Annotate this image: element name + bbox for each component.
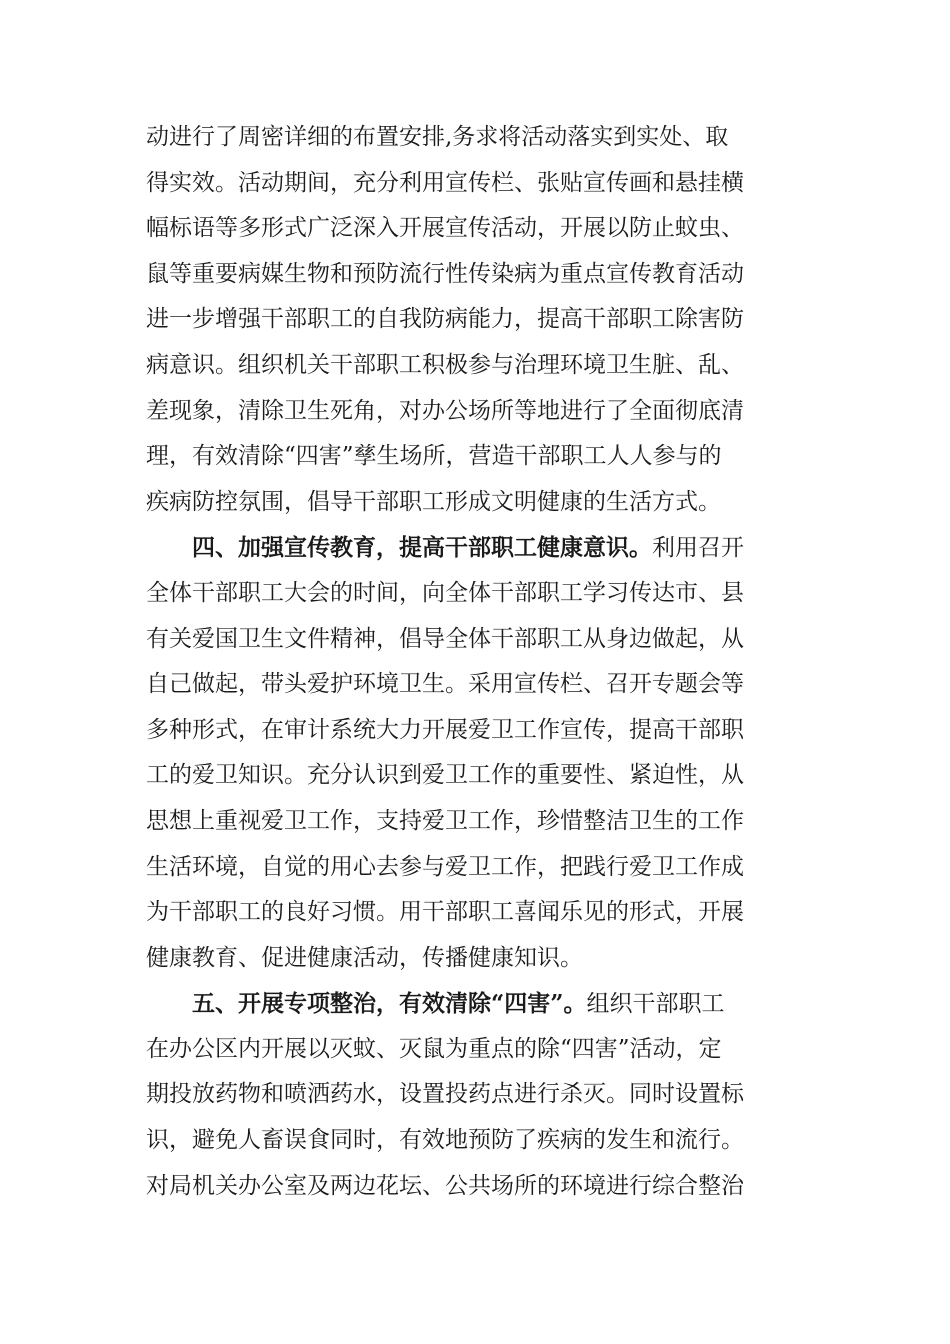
paragraph-section-four	[146, 525, 810, 981]
section-heading: 五、开展专项整治，有效清除“四害”。	[192, 990, 587, 1018]
text-line: 差现象，清除卫生死角，对办公场所等地进行了全面彻底清	[146, 397, 744, 424]
text-line: 进一步增强干部职工的自我防病能力，提高干部职工除害防	[146, 306, 744, 333]
text-line: 思想上重视爱卫工作，支持爱卫工作，珍惜整洁卫生的工作	[146, 807, 744, 834]
text-line: 得实效。活动期间，充分利用宣传栏、张贴宣传画和悬挂横	[146, 169, 744, 196]
text-line: 有关爱国卫生文件精神，倡导全体干部职工从身边做起，从	[146, 625, 744, 652]
text-line: 多种形式，在审计系统大力开展爱卫工作宣传，提高干部职	[146, 716, 744, 743]
text-line: 为干部职工的良好习惯。用干部职工喜闻乐见的形式，开展	[146, 899, 744, 926]
document-page	[146, 115, 810, 1209]
section-first-line-text: 组织干部职工	[586, 991, 725, 1018]
section-four-first-line	[146, 525, 810, 571]
text-line: 对局机关办公室及两边花坛、公共场所的环境进行综合整治	[146, 1172, 744, 1199]
paragraph-section-five	[146, 981, 810, 1209]
section-five-first-line	[146, 981, 810, 1027]
text-line: 病意识。组织机关干部职工积极参与治理环境卫生脏、乱、	[146, 351, 744, 378]
text-line: 在办公区内开展以灭蚊、灭鼠为重点的除“四害”活动，定	[146, 1035, 722, 1062]
text-line: 期投放药物和喷洒药水，设置投药点进行杀灭。同时设置标	[146, 1081, 744, 1108]
text-line: 全体干部职工大会的时间，向全体干部职工学习传达市、县	[146, 579, 744, 606]
text-line: 健康教育、促进健康活动，传播健康知识。	[146, 944, 583, 971]
section-first-line-text: 利用召开	[652, 535, 744, 562]
text-line: 理，有效清除“四害”孳生场所，营造干部职工人人参与的	[146, 443, 722, 470]
text-line: 自己做起，带头爱护环境卫生。采用宣传栏、召开专题会等	[146, 671, 744, 698]
text-line: 识，避免人畜误食同时，有效地预防了疾病的发生和流行。	[146, 1127, 744, 1154]
text-line: 工的爱卫知识。充分认识到爱卫工作的重要性、紧迫性，从	[146, 762, 744, 789]
section-heading: 四、加强宣传教育，提高干部职工健康意识。	[192, 534, 652, 562]
text-line: 动进行了周密详细的布置安排,务求将活动落实到实处、取	[146, 124, 729, 150]
text-line: 幅标语等多形式广泛深入开展宣传活动，开展以防止蚊虫、	[146, 215, 744, 242]
text-line: 疾病防控氛围，倡导干部职工形成文明健康的生活方式。	[146, 488, 721, 515]
text-line: 生活环境，自觉的用心去参与爱卫工作，把践行爱卫工作成	[146, 853, 744, 880]
text-line: 鼠等重要病媒生物和预防流行性传染病为重点宣传教育活动	[146, 260, 744, 287]
paragraph-activities	[146, 115, 810, 525]
